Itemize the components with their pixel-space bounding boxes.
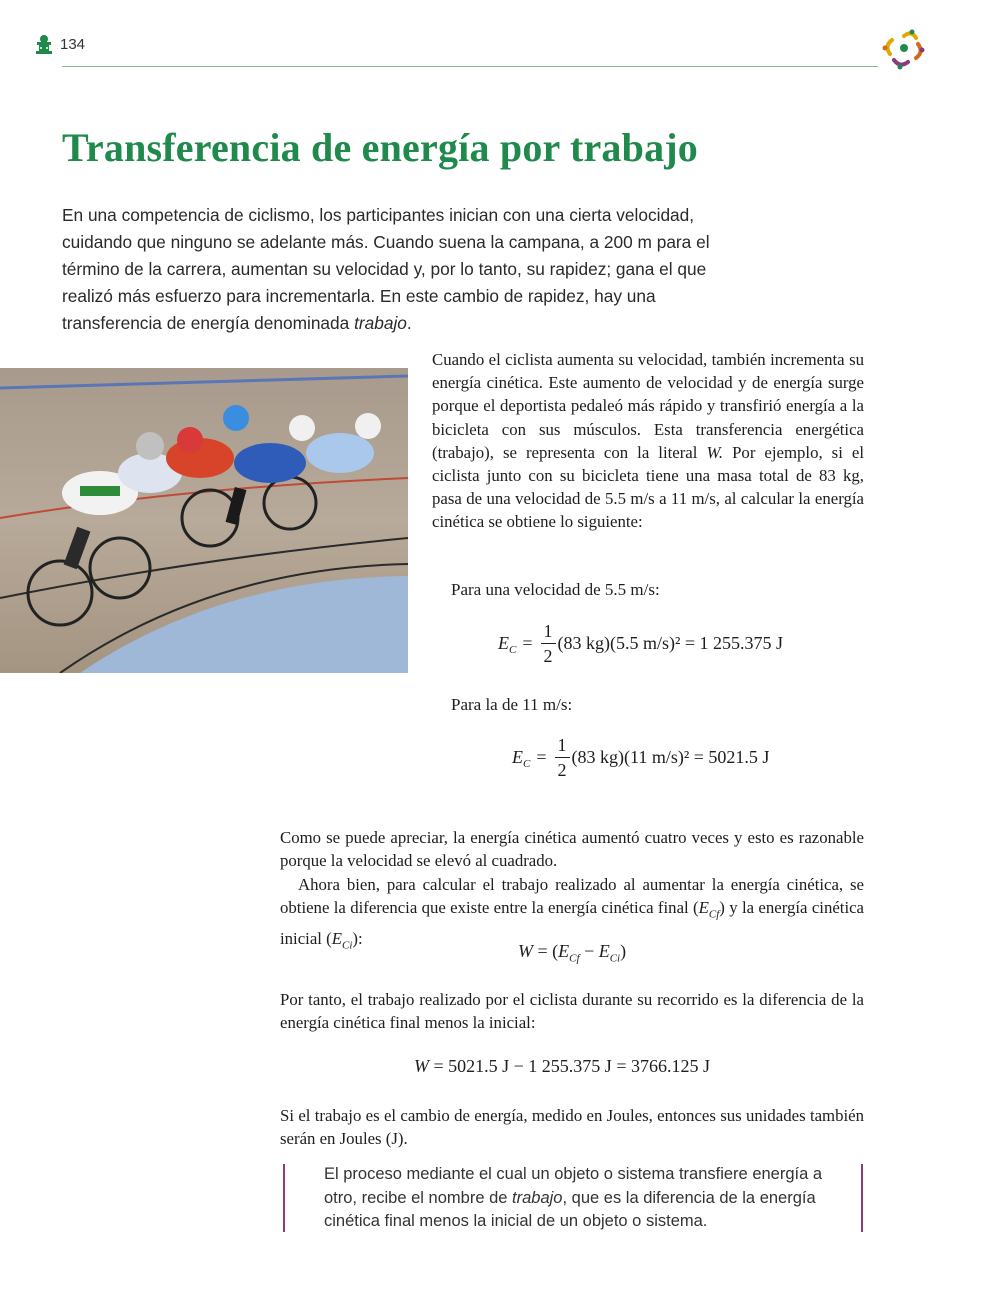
cyclists-photo — [0, 368, 408, 673]
intro-italic: trabajo — [354, 313, 407, 333]
frac-numerator: 1 — [541, 622, 556, 644]
callout-definition — [324, 1163, 839, 1234]
callout-right-bar — [861, 1164, 863, 1232]
intro-text: En una competencia de ciclismo, los participantes inician con una cierta velocidad, cuidando que ninguno se adelante más. Cuando suena la campana, a 200 m para el término de la carrera, aumentan su velocidad y, por lo tanto, su rapidez; gana el que realizó más esfuerzo para incrementarla. En este cambio de rapidez, hay una transferencia de energía denominada — [62, 205, 710, 333]
right-column-text: Cuando el ciclista aumenta su velocidad, también incrementa su energía cinética. Este aumento de velocidad y de energía surge porque el deportista pedaleó más rápido y transfirió energía a la bicicleta con sus músculos. Esta transferencia energética (trabajo), se representa con la literal — [432, 350, 864, 462]
callout-left-bar — [283, 1164, 285, 1232]
p3-mid: ) y la energía cinética inicial ( — [280, 898, 865, 948]
frac-denominator: 2 — [557, 760, 567, 780]
right-column-text-end: Por ejemplo, si el ciclista junto con su bicicleta tiene una masa total de 83 kg, pasa de una velocidad de 5.5 m/s a 11 m/s, al calcular la energía cinética se obtiene lo siguiente: — [432, 442, 864, 532]
page-title: Transferencia de energía por trabajo — [62, 125, 698, 170]
callout-after: , que es la diferencia de la energía cinética final menos la inicial de un objeto o sistema. — [324, 1188, 816, 1230]
decorative-flower-icon — [882, 28, 926, 70]
equation-work-value: W = 5021.5 J − 1 255.375 J = 3766.125 J — [414, 1056, 710, 1076]
equation-ec-1: E $_C$ = $\frac{1}{2}$ (83 kg)(5.5 m/s)² = 1 255.375 J — [498, 621, 784, 666]
equation-work-definition: $W = (E_{Cf} - E_{Ci})$ — [518, 941, 627, 965]
p3-end: ): — [352, 928, 363, 948]
equation-4-rest: = 5021.5 J − 1 255.375 J = 3766.125 J — [429, 1056, 710, 1076]
page-number: 134 — [60, 36, 86, 53]
right-column-paragraph — [432, 348, 864, 534]
literal-w: W. — [706, 442, 724, 462]
paragraph-work-result: Por tanto, el trabajo realizado por el ciclista durante su recorrido es la diferencia de la energía cinética final menos la inicial: — [280, 990, 864, 1033]
intro-paragraph — [62, 202, 722, 337]
intro-end: . — [406, 313, 412, 333]
book-emblem-icon — [34, 33, 54, 55]
paragraph-comparison: Como se puede apreciar, la energía cinética aumentó cuatro veces y esto es razonable porque la velocidad se elevó al cuadrado. — [280, 828, 864, 871]
label-velocity-2: Para la de 11 m/s: — [451, 695, 573, 714]
p3-text: Ahora bien, para calcular el trabajo realizado al aumentar la energía cinética, se obtiene la diferencia que existe entre la energía cinética final ( — [280, 875, 864, 918]
equation-1-rest: (83 kg)(5.5 m/s)² = 1 255.375 J — [557, 633, 784, 653]
paragraph-work-difference: Ahora bien, para calcular el trabajo realizado al aumentar la energía cinética, se obtiene la diferencia que existe entre la energía cinética final $(E_{Cf})$ y la energía cinética inicial $(E_{Ci})$: — [280, 875, 865, 952]
frac-numerator: 1 — [555, 736, 570, 758]
callout-italic: trabajo — [512, 1188, 563, 1207]
callout-before: El proceso mediante el cual un objeto o sistema transfiere energía a otro, recibe el nombre de — [324, 1165, 823, 1207]
equation-2-rest: (83 kg)(11 m/s)² = 5021.5 J — [571, 747, 770, 767]
equation-ec-2: E $_C$ = $\frac{1}{2}$ (83 kg)(11 m/s)² = 5021.5 J — [512, 735, 770, 780]
header-rule — [62, 66, 878, 67]
frac-denominator: 2 — [543, 646, 553, 666]
label-velocity-1: Para una velocidad de 5.5 m/s: — [451, 580, 660, 599]
paragraph-units: Si el trabajo es el cambio de energía, medido en Joules, entonces sus unidades también serán en Joules (J). — [280, 1106, 864, 1149]
